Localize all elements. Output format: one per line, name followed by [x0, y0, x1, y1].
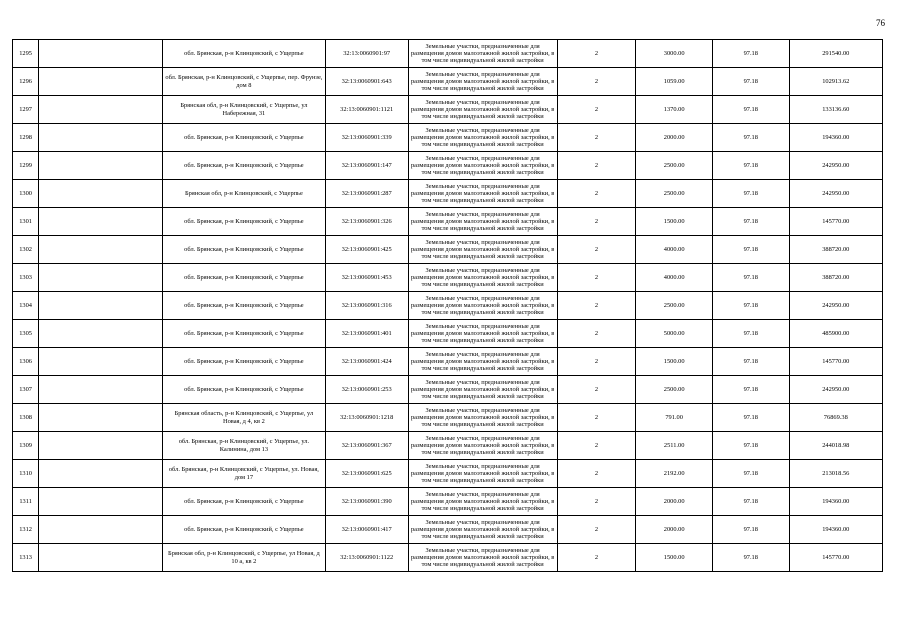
land-use-cell: Земельные участки, предназначенные для размещения домов малоэтажной жилой застройки, в том числе индивидуальной жилой застройки: [408, 124, 557, 152]
land-use-cell: Земельные участки, предназначенные для размещения домов малоэтажной жилой застройки, в том числе индивидуальной жилой застройки: [408, 40, 557, 68]
category-cell: 2: [557, 96, 636, 124]
cadastral-value-cell: 194360.00: [789, 124, 882, 152]
category-cell: 2: [557, 68, 636, 96]
cadastral-number-cell: 32:13:0060901:253: [325, 376, 408, 404]
row-number-cell: 1301: [13, 208, 39, 236]
table-row: [13, 544, 883, 572]
cadastral-number-cell: 32:13:0060901:424: [325, 348, 408, 376]
category-cell: 2: [557, 264, 636, 292]
table-row: [13, 348, 883, 376]
land-use-cell: Земельные участки, предназначенные для размещения домов малоэтажной жилой застройки, в том числе индивидуальной жилой застройки: [408, 432, 557, 460]
empty-cell: [39, 376, 163, 404]
table-row: [13, 516, 883, 544]
empty-cell: [39, 404, 163, 432]
empty-cell: [39, 292, 163, 320]
category-cell: 2: [557, 348, 636, 376]
cadastral-value-cell: 213018.56: [789, 460, 882, 488]
land-use-cell: Земельные участки, предназначенные для размещения домов малоэтажной жилой застройки, в том числе индивидуальной жилой застройки: [408, 264, 557, 292]
area-cell: 791.00: [636, 404, 713, 432]
rate-cell: 97.18: [712, 348, 789, 376]
empty-cell: [39, 68, 163, 96]
area-cell: 4000.00: [636, 264, 713, 292]
rate-cell: 97.18: [712, 376, 789, 404]
cadastral-number-cell: 32:13:0060901:1122: [325, 544, 408, 572]
cadastral-number-cell: 32:13:0060901:425: [325, 236, 408, 264]
empty-cell: [39, 236, 163, 264]
cadastral-number-cell: 32:13:0060901:1218: [325, 404, 408, 432]
empty-cell: [39, 208, 163, 236]
cadastral-value-cell: 242950.00: [789, 376, 882, 404]
address-cell: обл. Брянская, р-н Клинцовский, с Ущерпье, пер. Фрунзе, дом 8: [163, 68, 326, 96]
cadastral-number-cell: 32:13:0060901:97: [325, 40, 408, 68]
area-cell: 2000.00: [636, 488, 713, 516]
empty-cell: [39, 180, 163, 208]
land-use-cell: Земельные участки, предназначенные для размещения домов малоэтажной жилой застройки, в том числе индивидуальной жилой застройки: [408, 180, 557, 208]
address-cell: обл. Брянская, р-н Клинцовский, с Ущерпье: [163, 516, 326, 544]
table-row: [13, 292, 883, 320]
cadastral-number-cell: 32:13:0060901:390: [325, 488, 408, 516]
cadastral-value-cell: 242950.00: [789, 152, 882, 180]
cadastral-number-cell: 32:13:0060901:339: [325, 124, 408, 152]
table-row: [13, 180, 883, 208]
cadastral-number-cell: 32:13:0060901:287: [325, 180, 408, 208]
cadastral-value-cell: 291540.00: [789, 40, 882, 68]
land-use-cell: Земельные участки, предназначенные для размещения домов малоэтажной жилой застройки, в том числе индивидуальной жилой застройки: [408, 348, 557, 376]
rate-cell: 97.18: [712, 460, 789, 488]
area-cell: 2000.00: [636, 516, 713, 544]
category-cell: 2: [557, 404, 636, 432]
address-cell: обл. Брянская, р-н Клинцовский, с Ущерпье, ул. Калинина, дом 13: [163, 432, 326, 460]
cadastral-value-cell: 388720.00: [789, 236, 882, 264]
rate-cell: 97.18: [712, 264, 789, 292]
address-cell: Брянская область, р-н Клинцовский, с Ущерпье, ул Новая, д 4, кв 2: [163, 404, 326, 432]
area-cell: 2500.00: [636, 152, 713, 180]
land-use-cell: Земельные участки, предназначенные для размещения домов малоэтажной жилой застройки, в том числе индивидуальной жилой застройки: [408, 544, 557, 572]
address-cell: Брянская обл, р-н Клинцовский, с Ущерпье, ул Новая, д 10 а, кв 2: [163, 544, 326, 572]
cadastral-number-cell: 32:13:0060901:326: [325, 208, 408, 236]
cadastral-value-cell: 145770.00: [789, 348, 882, 376]
row-number-cell: 1311: [13, 488, 39, 516]
category-cell: 2: [557, 208, 636, 236]
cadastral-value-cell: 145770.00: [789, 208, 882, 236]
land-use-cell: Земельные участки, предназначенные для размещения домов малоэтажной жилой застройки, в том числе индивидуальной жилой застройки: [408, 376, 557, 404]
cadastral-number-cell: 32:13:0060901:453: [325, 264, 408, 292]
land-use-cell: Земельные участки, предназначенные для размещения домов малоэтажной жилой застройки, в том числе индивидуальной жилой застройки: [408, 320, 557, 348]
cadastral-value-cell: 244018.98: [789, 432, 882, 460]
category-cell: 2: [557, 152, 636, 180]
category-cell: 2: [557, 40, 636, 68]
area-cell: 2192.00: [636, 460, 713, 488]
area-cell: 2500.00: [636, 292, 713, 320]
address-cell: обл. Брянская, р-н Клинцовский, с Ущерпье: [163, 320, 326, 348]
land-use-cell: Земельные участки, предназначенные для размещения домов малоэтажной жилой застройки, в том числе индивидуальной жилой застройки: [408, 460, 557, 488]
area-cell: 4000.00: [636, 236, 713, 264]
row-number-cell: 1304: [13, 292, 39, 320]
area-cell: 1500.00: [636, 208, 713, 236]
cadastral-value-cell: 194360.00: [789, 488, 882, 516]
cadastral-number-cell: 32:13:0060901:147: [325, 152, 408, 180]
empty-cell: [39, 432, 163, 460]
row-number-cell: 1295: [13, 40, 39, 68]
rate-cell: 97.18: [712, 488, 789, 516]
rate-cell: 97.18: [712, 208, 789, 236]
land-use-cell: Земельные участки, предназначенные для размещения домов малоэтажной жилой застройки, в том числе индивидуальной жилой застройки: [408, 152, 557, 180]
table-row: [13, 320, 883, 348]
row-number-cell: 1298: [13, 124, 39, 152]
row-number-cell: 1307: [13, 376, 39, 404]
rate-cell: 97.18: [712, 516, 789, 544]
row-number-cell: 1308: [13, 404, 39, 432]
empty-cell: [39, 488, 163, 516]
table-body: [13, 40, 883, 572]
empty-cell: [39, 264, 163, 292]
category-cell: 2: [557, 460, 636, 488]
land-use-cell: Земельные участки, предназначенные для размещения домов малоэтажной жилой застройки, в том числе индивидуальной жилой застройки: [408, 208, 557, 236]
cadastral-number-cell: 32:13:0060901:643: [325, 68, 408, 96]
empty-cell: [39, 348, 163, 376]
area-cell: 1370.00: [636, 96, 713, 124]
table-row: [13, 208, 883, 236]
category-cell: 2: [557, 376, 636, 404]
cadastral-number-cell: 32:13:0060901:625: [325, 460, 408, 488]
rate-cell: 97.18: [712, 180, 789, 208]
address-cell: обл. Брянская, р-н Клинцовский, с Ущерпье, ул. Новая, дом 17: [163, 460, 326, 488]
page-number: 76: [876, 18, 885, 28]
address-cell: обл. Брянская, р-н Клинцовский, с Ущерпье: [163, 236, 326, 264]
cadastral-number-cell: 32:13:0060901:401: [325, 320, 408, 348]
empty-cell: [39, 152, 163, 180]
category-cell: 2: [557, 516, 636, 544]
table-row: [13, 488, 883, 516]
area-cell: 1500.00: [636, 348, 713, 376]
empty-cell: [39, 124, 163, 152]
cadastral-number-cell: 32:13:0060901:1121: [325, 96, 408, 124]
area-cell: 2500.00: [636, 376, 713, 404]
table-row: [13, 236, 883, 264]
land-use-cell: Земельные участки, предназначенные для размещения домов малоэтажной жилой застройки, в том числе индивидуальной жилой застройки: [408, 236, 557, 264]
area-cell: 5000.00: [636, 320, 713, 348]
land-use-cell: Земельные участки, предназначенные для размещения домов малоэтажной жилой застройки, в том числе индивидуальной жилой застройки: [408, 292, 557, 320]
row-number-cell: 1299: [13, 152, 39, 180]
table-row: [13, 152, 883, 180]
cadastral-value-cell: 242950.00: [789, 180, 882, 208]
area-cell: 2000.00: [636, 124, 713, 152]
rate-cell: 97.18: [712, 124, 789, 152]
cadastral-value-cell: 194360.00: [789, 516, 882, 544]
rate-cell: 97.18: [712, 544, 789, 572]
table-row: [13, 460, 883, 488]
land-use-cell: Земельные участки, предназначенные для размещения домов малоэтажной жилой застройки, в том числе индивидуальной жилой застройки: [408, 488, 557, 516]
table-row: [13, 96, 883, 124]
cadastral-value-cell: 76869.38: [789, 404, 882, 432]
row-number-cell: 1310: [13, 460, 39, 488]
address-cell: обл. Брянская, р-н Клинцовский, с Ущерпье: [163, 376, 326, 404]
cadastral-value-cell: 133136.60: [789, 96, 882, 124]
land-use-cell: Земельные участки, предназначенные для размещения домов малоэтажной жилой застройки, в том числе индивидуальной жилой застройки: [408, 516, 557, 544]
table-row: [13, 432, 883, 460]
empty-cell: [39, 544, 163, 572]
table-row: [13, 404, 883, 432]
address-cell: обл. Брянская, р-н Клинцовский, с Ущерпье: [163, 488, 326, 516]
address-cell: обл. Брянская, р-н Клинцовский, с Ущерпье: [163, 152, 326, 180]
address-cell: обл. Брянская, р-н Клинцовский, с Ущерпье: [163, 208, 326, 236]
cadastral-value-cell: 145770.00: [789, 544, 882, 572]
address-cell: обл. Брянская, р-н Клинцовский, с Ущерпье: [163, 264, 326, 292]
rate-cell: 97.18: [712, 320, 789, 348]
area-cell: 1500.00: [636, 544, 713, 572]
cadastral-value-table: [12, 39, 883, 572]
empty-cell: [39, 460, 163, 488]
address-cell: Брянская обл, р-н Клинцовский, с Ущерпье, ул Набережная, 31: [163, 96, 326, 124]
address-cell: обл. Брянская, р-н Клинцовский, с Ущерпье: [163, 292, 326, 320]
cadastral-number-cell: 32:13:0060901:316: [325, 292, 408, 320]
row-number-cell: 1300: [13, 180, 39, 208]
row-number-cell: 1309: [13, 432, 39, 460]
table-row: [13, 264, 883, 292]
empty-cell: [39, 320, 163, 348]
cadastral-value-cell: 485900.00: [789, 320, 882, 348]
land-use-cell: Земельные участки, предназначенные для размещения домов малоэтажной жилой застройки, в том числе индивидуальной жилой застройки: [408, 68, 557, 96]
empty-cell: [39, 516, 163, 544]
table-row: [13, 68, 883, 96]
empty-cell: [39, 96, 163, 124]
land-use-cell: Земельные участки, предназначенные для размещения домов малоэтажной жилой застройки, в том числе индивидуальной жилой застройки: [408, 96, 557, 124]
cadastral-value-cell: 388720.00: [789, 264, 882, 292]
row-number-cell: 1303: [13, 264, 39, 292]
category-cell: 2: [557, 236, 636, 264]
row-number-cell: 1296: [13, 68, 39, 96]
land-use-cell: Земельные участки, предназначенные для размещения домов малоэтажной жилой застройки, в том числе индивидуальной жилой застройки: [408, 404, 557, 432]
rate-cell: 97.18: [712, 292, 789, 320]
area-cell: 2511.00: [636, 432, 713, 460]
category-cell: 2: [557, 432, 636, 460]
area-cell: 1059.00: [636, 68, 713, 96]
rate-cell: 97.18: [712, 40, 789, 68]
address-cell: обл. Брянская, р-н Клинцовский, с Ущерпье: [163, 348, 326, 376]
row-number-cell: 1305: [13, 320, 39, 348]
row-number-cell: 1313: [13, 544, 39, 572]
cadastral-value-cell: 242950.00: [789, 292, 882, 320]
rate-cell: 97.18: [712, 432, 789, 460]
rate-cell: 97.18: [712, 68, 789, 96]
empty-cell: [39, 40, 163, 68]
category-cell: 2: [557, 320, 636, 348]
table-row: [13, 376, 883, 404]
cadastral-number-cell: 32:13:0060901:367: [325, 432, 408, 460]
table-row: [13, 124, 883, 152]
table-row: [13, 40, 883, 68]
rate-cell: 97.18: [712, 152, 789, 180]
rate-cell: 97.18: [712, 236, 789, 264]
rate-cell: 97.18: [712, 404, 789, 432]
row-number-cell: 1312: [13, 516, 39, 544]
row-number-cell: 1302: [13, 236, 39, 264]
category-cell: 2: [557, 180, 636, 208]
category-cell: 2: [557, 544, 636, 572]
address-cell: обл. Брянская, р-н Клинцовский, с Ущерпье: [163, 124, 326, 152]
category-cell: 2: [557, 488, 636, 516]
cadastral-number-cell: 32:13:0060901:417: [325, 516, 408, 544]
area-cell: 3000.00: [636, 40, 713, 68]
row-number-cell: 1297: [13, 96, 39, 124]
cadastral-value-cell: 102913.62: [789, 68, 882, 96]
category-cell: 2: [557, 124, 636, 152]
area-cell: 2500.00: [636, 180, 713, 208]
rate-cell: 97.18: [712, 96, 789, 124]
address-cell: Брянская обл, р-н Клинцовский, с Ущерпье: [163, 180, 326, 208]
address-cell: обл. Брянская, р-н Клинцовский, с Ущерпье: [163, 40, 326, 68]
row-number-cell: 1306: [13, 348, 39, 376]
category-cell: 2: [557, 292, 636, 320]
